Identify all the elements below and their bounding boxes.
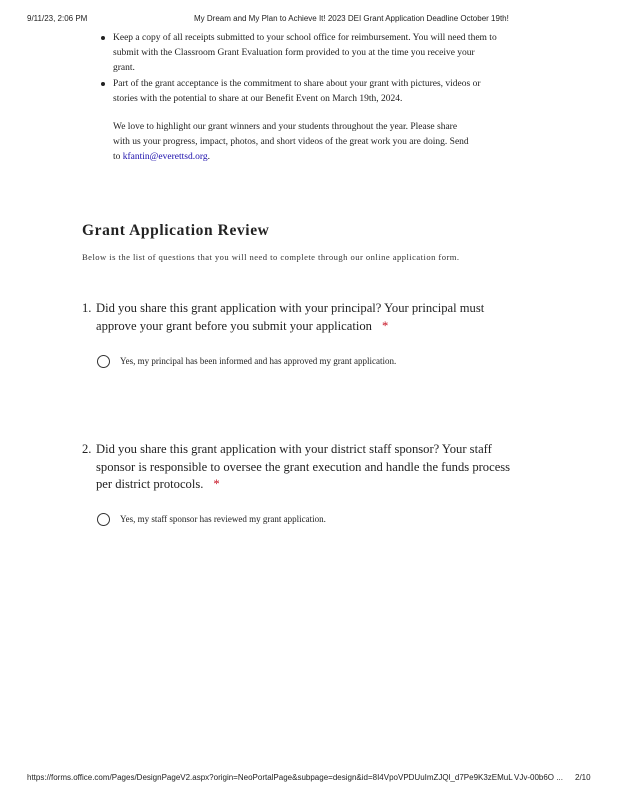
question-1-option[interactable] (97, 352, 396, 370)
bullet-receipts: Keep a copy of all receipts submitted to your school office for reimbursement. You will need them to submit with the Classroom Grant Evaluation form provided to you at the time you receive your grant. (98, 31, 498, 77)
question-2-option[interactable] (97, 510, 326, 528)
question-number: 1. (82, 301, 92, 315)
share-text: We love to highlight our grant winners and your students throughout the year. Please share with us your progress, impact, photos, and short videos of the great work you are doing. Send to (113, 122, 469, 163)
option-label[interactable]: Yes, my staff sponsor has reviewed my grant application. (120, 514, 326, 524)
share-paragraph (113, 120, 473, 166)
page-number: 2/10 (575, 773, 591, 782)
print-date: 9/11/23, 2:06 PM (27, 14, 88, 23)
share-end: . (207, 152, 210, 163)
print-url-tail: VJv-00b6O ... (514, 773, 563, 782)
question-1 (82, 300, 512, 335)
section-title: Grant Application Review (82, 222, 270, 239)
radio-button[interactable] (97, 513, 110, 526)
question-number: 2. (82, 442, 92, 456)
intro-bullet-list (98, 31, 498, 107)
question-text: Did you share this grant application with your district staff sponsor? Your staff sponsor is responsible to oversee the grant execution and handle the funds process per district protocols. (96, 442, 511, 491)
question-2 (82, 441, 512, 494)
required-mark: * (213, 477, 220, 491)
section-description: Below is the list of questions that you will need to complete through our online application form. (82, 252, 460, 262)
option-label[interactable]: Yes, my principal has been informed and has approved my grant application. (120, 356, 397, 366)
required-mark: * (381, 318, 389, 333)
share-email-link[interactable]: kfantin@everettsd.org (122, 152, 208, 163)
question-text: Did you share this grant application with your principal? Your principal must approve your grant before you submit your application (96, 301, 485, 333)
radio-button[interactable] (97, 355, 110, 368)
print-doc-title: My Dream and My Plan to Achieve It! 2023 DEI Grant Application Deadline October 19th! (194, 14, 509, 23)
bullet-share: Part of the grant acceptance is the commitment to share about your grant with pictures, videos or stories with the potential to share at our Benefit Event on March 19th, 2024. (98, 77, 498, 107)
print-url: https://forms.office.com/Pages/DesignPageV2.aspx?origin=NeoPortalPage&subpage=design&id=8I4VpoVPDUuImZJQl_d7Pe9K3zEMuL (27, 773, 513, 782)
